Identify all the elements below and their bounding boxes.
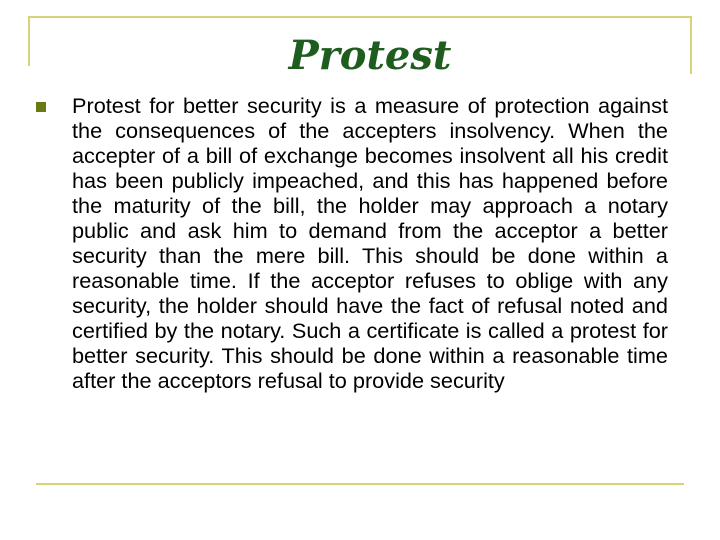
bottom-rule-line (36, 483, 684, 485)
square-bullet-icon (36, 102, 46, 112)
top-rule-line (28, 16, 692, 18)
slide-title: Protest (288, 32, 452, 79)
bullet-text: Protest for better security is a measure of protection against the consequences of the accepters insolvency. When the accepter of a bill of exchange becomes insolvent all his credit has been publicly impeached, and this has happened before the maturity of the bill, the holder may approach a notary public and ask him to demand from the acceptor a better security than the mere bill. This should be done within a reasonable time. If the acceptor refuses to oblige with any security, the holder should have the fact of refusal noted and certified by the notary. Such a certificate is called a protest for better security. This should be done within a reasonable time after the acceptors refusal to provide security (72, 93, 668, 393)
